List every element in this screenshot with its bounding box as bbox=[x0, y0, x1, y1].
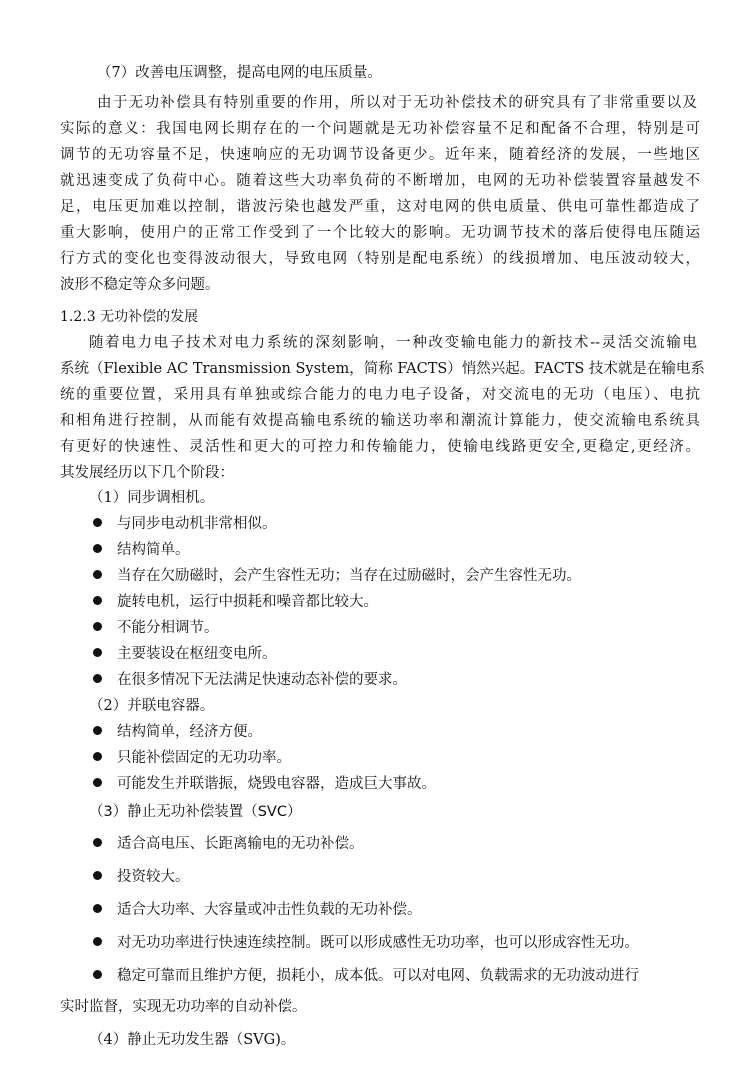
list-item: 只能补偿固定的无功功率。 bbox=[93, 748, 291, 768]
bullet-icon bbox=[93, 674, 102, 683]
list-item: 不能分相调节。 bbox=[93, 618, 219, 638]
stage2-title: （2）并联电容器。 bbox=[89, 698, 215, 714]
bullet-icon bbox=[93, 648, 102, 657]
stage4-title: （4）静止无功发生器（SVG)。 bbox=[89, 1032, 296, 1048]
para2-line-6: 其发展经历以下几个阶段： bbox=[60, 465, 234, 481]
para1-line-5: 足，电压更加难以控制，谐波污染也越发严重，这对电网的供电质量、供电可靠性都造成了 bbox=[60, 199, 700, 215]
bullet-icon bbox=[93, 778, 102, 787]
bullet-icon bbox=[93, 838, 102, 847]
list-item: 结构简单，经济方便。 bbox=[93, 722, 262, 742]
list-item: 结构简单。 bbox=[93, 540, 190, 560]
para1-line-1: 由于无功补偿具有特别重要的作用，所以对于无功补偿技术的研究具有了非常重要以及 bbox=[97, 95, 697, 111]
list-item: 适合高电压、长距离输电的无功补偿。 bbox=[93, 834, 364, 854]
bullet-icon bbox=[93, 937, 102, 946]
list-item-continuation: 实时监督，实现无功功率的自动补偿。 bbox=[60, 999, 307, 1015]
para1-line-3: 调节的无功容量不足，快速响应的无功调节设备更少。近年来，随着经济的发展，一些地区 bbox=[60, 147, 700, 163]
para2-line-4: 和相角进行控制，从而能有效提高输电系统的输送功率和潮流计算能力，使交流输电系统具 bbox=[60, 413, 700, 429]
list-item: 对无功功率进行快速连续控制。既可以形成感性无功功率，也可以形成容性无功。 bbox=[93, 933, 639, 953]
stage3-title: （3）静止无功补偿装置（SVC） bbox=[89, 804, 302, 820]
bullet-icon bbox=[93, 544, 102, 553]
list-item: 与同步电动机非常相似。 bbox=[93, 514, 277, 534]
list-item: 适合大功率、大容量或冲击性负载的无功补偿。 bbox=[93, 900, 422, 920]
list-item: 投资较大。 bbox=[93, 867, 190, 887]
bullet-icon bbox=[93, 570, 102, 579]
para2-line-2: 系统（Flexible AC Transmission System，简称 FACTS）悄然兴起。FACTS 技术就是在输电系 bbox=[60, 361, 705, 377]
para2-line-1: 随着电力电子技术对电力系统的深刻影响，一种改变输电能力的新技术--灵活交流输电 bbox=[89, 335, 697, 351]
para1-line-8: 波形不稳定等众多问题。 bbox=[60, 277, 220, 293]
list-item: 可能发生并联谐振，烧毁电容器，造成巨大事故。 bbox=[93, 774, 436, 794]
bullet-icon bbox=[93, 752, 102, 761]
intro-line: （7）改善电压调整，提高电网的电压质量。 bbox=[97, 65, 382, 81]
list-item: 当存在欠励磁时，会产生容性无功；当存在过励磁时，会产生容性无功。 bbox=[93, 566, 581, 586]
list-item: 稳定可靠而且维护方便，损耗小，成本低。可以对电网、负载需求的无功波动进行 bbox=[93, 966, 639, 986]
para1-line-6: 重大影响，使用户的正常工作受到了一个比较大的影响。无功调节技术的落后使得电压随运 bbox=[60, 225, 700, 241]
list-item: 主要装设在枢纽变电所。 bbox=[93, 644, 277, 664]
para2-line-3: 统的重要位置，采用具有单独或综合能力的电力电子设备，对交流电的无功（电压）、电抗 bbox=[60, 387, 700, 403]
bullet-icon bbox=[93, 904, 102, 913]
bullet-icon bbox=[93, 726, 102, 735]
list-item: 旋转电机，运行中损耗和噪音都比较大。 bbox=[93, 592, 378, 612]
list-item: 在很多情况下无法满足快速动态补偿的要求。 bbox=[93, 670, 407, 690]
para1-line-7: 行方式的变化也变得波动很大，导致电网（特别是配电系统）的线损增加、电压波动较大， bbox=[60, 251, 700, 267]
para1-line-2: 实际的意义：我国电网长期存在的一个问题就是无功补偿容量不足和配备不合理，特别是可 bbox=[60, 121, 700, 137]
stage1-title: （1）同步调相机。 bbox=[89, 490, 215, 506]
bullet-icon bbox=[93, 596, 102, 605]
bullet-icon bbox=[93, 518, 102, 527]
para2-line-5: 有更好的快速性、灵活性和更大的可控力和传输能力，使输电线路更安全,更稳定,更经济。 bbox=[60, 439, 700, 455]
bullet-icon bbox=[93, 622, 102, 631]
para1-line-4: 就迅速变成了负荷中心。随着这些大功率负荷的不断增加，电网的无功补偿装置容量越发不 bbox=[60, 173, 700, 189]
section-heading: 1.2.3 无功补偿的发展 bbox=[60, 309, 199, 325]
bullet-icon bbox=[93, 871, 102, 880]
bullet-icon bbox=[93, 970, 102, 979]
